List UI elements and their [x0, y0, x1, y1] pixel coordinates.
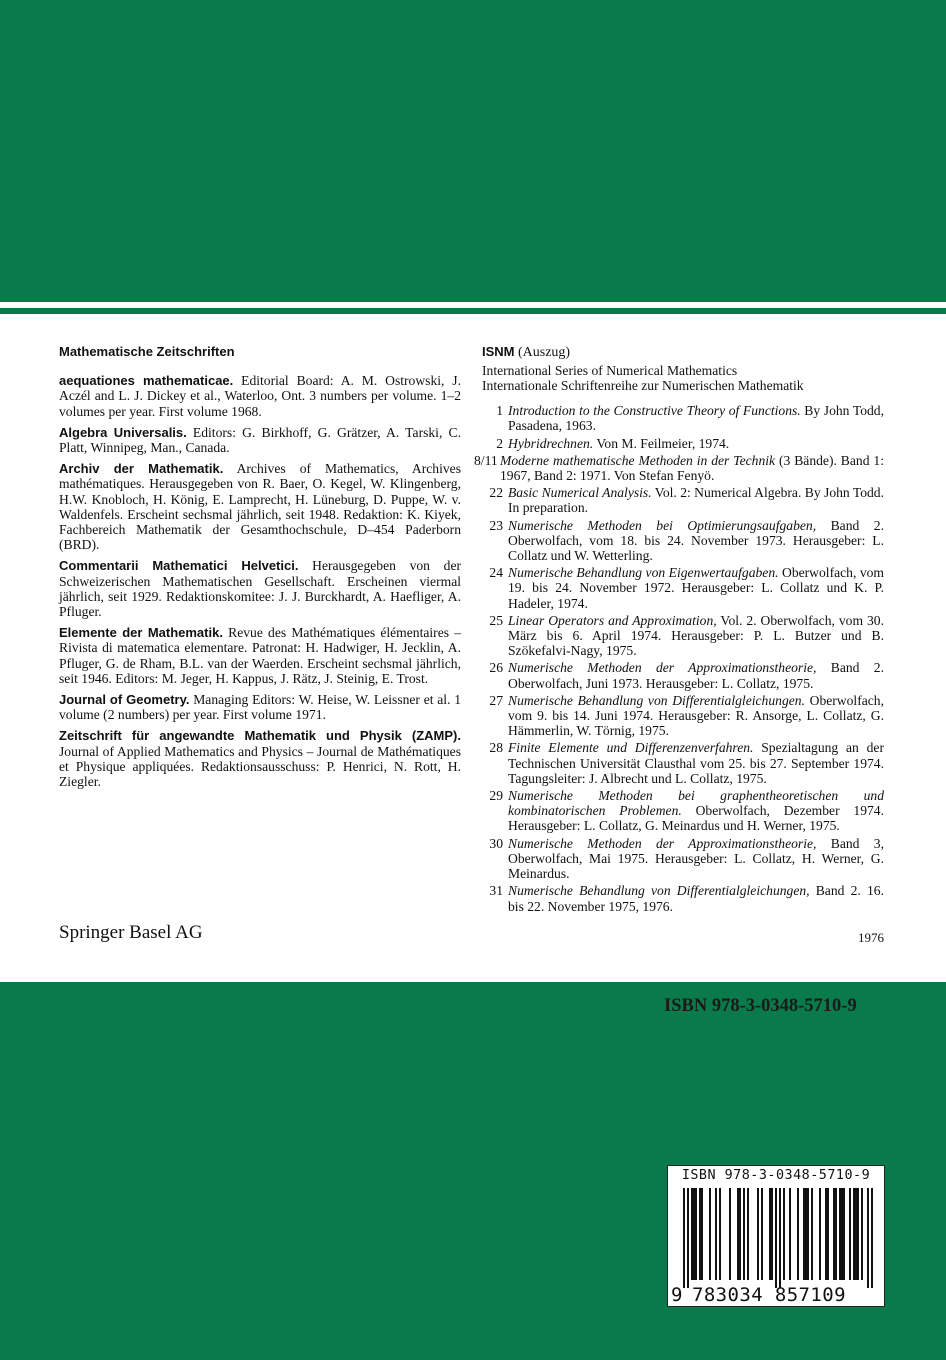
isnm-title-rest: (Auszug) — [514, 345, 571, 360]
barcode-bar — [811, 1188, 813, 1280]
journal-entry — [59, 692, 461, 722]
barcode-bars — [675, 1188, 879, 1288]
journal-description: Journal of Applied Mathematics and Physics – Journal de Mathématiques et Physique appliquées. Redaktionsausschuss: P. Henrici, N. Rott, H. Ziegler. — [59, 743, 461, 790]
barcode-bar — [757, 1188, 759, 1280]
volume-number: 31 — [489, 883, 503, 899]
volume-body — [508, 403, 884, 433]
volume-details: Band 2. Oberwolfach, vom 18. bis 24. November 1973. Herausgeber: L. Collatz und W. Wetterling. — [508, 517, 884, 564]
barcode-bar — [853, 1188, 855, 1280]
volume-details: Spezialtagung an der Technischen Universität Clausthal vom 25. bis 27. September 1974. Tagungsleiter: J. Albrecht und L. Collatz, 1975. — [508, 740, 884, 786]
barcode-bar — [739, 1188, 741, 1280]
journals-heading: Mathematische Zeitschriften — [59, 344, 235, 359]
volume-body — [508, 485, 884, 515]
volume-body — [508, 436, 884, 451]
volume-entry — [474, 452, 884, 484]
journal-description: Archives of Mathematics, Archives mathématiques. Herausgegeben von R. Baer, O. Kegel, W. Klingenberg, H.W. Knobloch, H. König, E. Lamprecht, H. Lüneburg, D. Puppe, W. v. Waldenfels. Erscheint sechsmal jährlich, seit 1948. Redaktion: K. Kiyek, Fachbereich Mathematik der Gesamthochschule, D–454 Paderborn (BRD). — [59, 461, 462, 553]
volume-body — [508, 518, 884, 564]
barcode-bar — [693, 1188, 695, 1280]
barcode-bar — [709, 1188, 711, 1280]
journal-entry — [59, 625, 461, 686]
volume-number: 26 — [489, 660, 503, 676]
journal-name: Algebra Universalis. — [59, 424, 187, 440]
journal-description: Editorial Board: A. M. Ostrowski, J. Aczél and L. J. Dickey et al., Waterloo, Ont. 3 numbers per volume. 1–2 volumes per year. First volume 1968. — [59, 373, 461, 419]
barcode-bar — [687, 1188, 689, 1288]
volume-title: Basic Numerical Analysis. — [508, 485, 652, 501]
barcode-bar — [729, 1188, 731, 1280]
barcode-bar — [761, 1188, 763, 1280]
journal-entry — [59, 558, 461, 619]
volume-title: Numerische Behandlung von Eigenwertaufgaben. — [508, 565, 779, 581]
barcode-first-digit: 9 — [671, 1284, 683, 1306]
barcode-bar — [825, 1188, 827, 1280]
barcode-bar — [779, 1188, 781, 1288]
journal-description: Revue des Mathématiques élémentaires – Rivista di matematica elementare. Patronat: H. Hadwiger, H. Jecklin, A. Pfluger, G. de Rham, B.L. van der Waerden. Erscheint sechsmal jährlich, seit 1946. Editors: M. Jeger, H. Kappus, J. Rätz, J. Steinig, E. Trost. — [59, 625, 461, 686]
journal-entry — [59, 373, 461, 419]
volume-details: By John Todd, Pasadena, 1963. — [508, 403, 884, 434]
barcode-bar — [849, 1188, 851, 1280]
volume-number: 24 — [489, 565, 503, 581]
volume-entry — [482, 788, 884, 834]
barcode-bar — [841, 1188, 843, 1280]
barcode-bar — [747, 1188, 749, 1280]
journal-entry — [59, 728, 461, 789]
volume-number: 25 — [489, 612, 503, 628]
journal-name: Elemente der Mathematik. — [59, 625, 223, 641]
barcode-bar — [719, 1188, 721, 1280]
back-cover-panel — [0, 314, 946, 982]
journal-name: Commentarii Mathematici Helvetici. — [59, 558, 299, 574]
volume-number: 28 — [489, 740, 503, 756]
barcode-bar — [683, 1188, 685, 1288]
journal-description: Herausgegeben von der Schweizerischen Mathematischen Gesellschaft. Erscheinen viermal jährlich, seit 1929. Redaktionskomitee: J. J. Burckhardt, A. Haefliger, A. Pfluger. — [59, 558, 461, 620]
barcode-bar — [857, 1188, 859, 1280]
barcode-bar — [861, 1188, 863, 1280]
barcode-bar — [827, 1188, 829, 1280]
isnm-subtitle — [482, 364, 884, 393]
volume-number: 29 — [489, 788, 503, 804]
volume-title: Introduction to the Constructive Theory of Functions. — [508, 403, 801, 419]
volume-body — [508, 613, 884, 659]
journal-name: Zeitschrift für angewandte Mathematik und Physik (ZAMP). — [59, 728, 461, 744]
volume-list — [474, 403, 885, 914]
volume-details: Oberwolfach, vom 9. bis 14. Juni 1974. Herausgeber: R. Ansorge, L. Collatz, G. Hämmerlin, W. Törnig, 1975. — [508, 692, 884, 739]
journal-name: aequationes mathematicae. — [59, 373, 234, 389]
volume-title: Numerische Methoden der Approximationstheorie, — [508, 835, 817, 851]
volume-title: Linear Operators and Approximation, — [508, 612, 717, 628]
barcode-bar — [839, 1188, 841, 1280]
volume-title: Numerische Behandlung von Differentialgleichungen. — [508, 692, 805, 708]
volume-entry — [482, 836, 884, 882]
white-rule — [0, 302, 946, 308]
volume-entry — [482, 485, 884, 515]
volume-title: Numerische Methoden bei graphentheoretischen und kombinatorischen Problemen. — [508, 788, 884, 819]
volume-entry — [482, 660, 884, 690]
barcode-bar — [691, 1188, 693, 1280]
barcode-bar — [775, 1188, 777, 1288]
publication-year: 1976 — [858, 930, 884, 945]
volume-details: Vol. 2. Oberwolfach, vom 30. März bis 6. April 1974. Herausgeber: P. L. Butzer und B. Szökefalvi-Nagy, 1975. — [508, 612, 884, 659]
barcode-bar — [769, 1188, 771, 1280]
barcode-bar — [807, 1188, 809, 1280]
isnm-subtitle-en: International Series of Numerical Mathematics — [482, 363, 738, 379]
barcode-bar — [737, 1188, 739, 1280]
volume-details: Band 2. Oberwolfach, Juni 1973. Herausgeber: L. Collatz, 1975. — [508, 660, 885, 691]
barcode-bar — [771, 1188, 773, 1280]
isnm-subtitle-de: Internationale Schriftenreihe zur Numerischen Mathematik — [482, 377, 804, 393]
isnm-column — [474, 344, 885, 916]
volume-number: 30 — [489, 835, 503, 851]
volume-entry — [482, 693, 884, 739]
journal-entry — [59, 461, 461, 552]
barcode-bar — [843, 1188, 845, 1280]
barcode-bar — [695, 1188, 697, 1280]
volume-title: Numerische Behandlung von Differentialgleichungen, — [508, 883, 810, 899]
barcode-bar — [867, 1188, 869, 1288]
volume-number: 23 — [489, 517, 503, 533]
volume-details: Band 2. 16. bis 22. November 1975, 1976. — [508, 883, 884, 914]
journal-name: Journal of Geometry. — [59, 692, 190, 708]
barcode-digit-groups: 783034 857109 — [692, 1284, 846, 1306]
barcode-isbn-text: ISBN 978-3-0348-5710-9 — [681, 1168, 871, 1183]
volume-entry — [482, 565, 884, 611]
journals-column — [59, 344, 461, 795]
journal-list — [59, 373, 461, 789]
volume-number: 2 — [496, 435, 503, 451]
barcode — [667, 1165, 885, 1307]
volume-title: Moderne mathematische Methoden in der Technik — [500, 452, 776, 468]
publisher-name: Springer Basel AG — [59, 922, 203, 943]
volume-entry — [482, 883, 884, 913]
journal-description: Managing Editors: W. Heise, W. Leissner et al. 1 volume (2 numbers) per year. First volume 1971. — [59, 692, 462, 723]
volume-entry — [482, 740, 884, 786]
volume-entry — [482, 518, 884, 564]
barcode-bar — [803, 1188, 805, 1280]
volume-details: Vol. 2: Numerical Algebra. By John Todd. In preparation. — [508, 485, 885, 516]
volume-details: Oberwolfach, Dezember 1974. Herausgeber: L. Collatz, G. Meinardus und H. Werner, 1975. — [508, 803, 884, 834]
isbn-label: ISBN 978-3-0348-5710-9 — [664, 996, 857, 1016]
volume-title: Numerische Methoden bei Optimierungsaufgaben, — [508, 517, 817, 533]
volume-title: Hybridrechnen. — [508, 435, 594, 451]
barcode-bar — [835, 1188, 837, 1280]
barcode-bar — [805, 1188, 807, 1280]
isnm-title — [482, 344, 884, 360]
volume-details: Band 3, Oberwolfach, Mai 1975. Herausgeber: L. Collatz, H. Werner, G. Meinardus. — [508, 835, 885, 882]
volume-details: Oberwolfach, vom 19. bis 24. November 1972. Herausgeber: L. Collatz und K. P. Hadeler, 1974. — [508, 565, 884, 611]
barcode-bar — [715, 1188, 717, 1280]
volume-title: Numerische Methoden der Approximationstheorie, — [508, 660, 817, 676]
volume-entry — [482, 436, 884, 451]
barcode-bar — [855, 1188, 857, 1280]
cover-top-band — [0, 0, 946, 302]
barcode-bar — [797, 1188, 799, 1280]
volume-number: 1 — [496, 403, 503, 419]
volume-body — [508, 883, 884, 913]
volume-body — [500, 453, 884, 483]
barcode-bar — [789, 1188, 791, 1280]
barcode-bar — [743, 1188, 745, 1280]
volume-body — [508, 565, 884, 611]
volume-details: (3 Bände). Band 1: 1967, Band 2: 1971. Von Stefan Fenyö. — [500, 452, 884, 484]
barcode-bar — [701, 1188, 703, 1280]
volume-entry — [482, 613, 884, 659]
journal-entry — [59, 425, 461, 455]
volume-body — [508, 740, 884, 786]
volume-number: 22 — [489, 485, 503, 501]
volume-body — [508, 788, 884, 834]
volume-number: 27 — [489, 692, 503, 708]
barcode-bar — [819, 1188, 821, 1280]
volume-body — [508, 660, 884, 690]
barcode-bar — [833, 1188, 835, 1280]
barcode-bar — [783, 1188, 785, 1280]
barcode-bar — [871, 1188, 873, 1288]
isnm-title-bold: ISNM — [482, 344, 515, 359]
volume-entry — [482, 403, 884, 433]
journal-description: Editors: G. Birkhoff, G. Grätzer, A. Tarski, C. Platt, Winnipeg, Man., Canada. — [59, 424, 461, 456]
volume-body — [508, 693, 884, 739]
barcode-bar — [699, 1188, 701, 1280]
volume-title: Finite Elemente und Differenzenverfahren. — [508, 740, 754, 756]
volume-details: Von M. Feilmeier, 1974. — [593, 435, 730, 451]
journal-name: Archiv der Mathematik. — [59, 461, 224, 477]
volume-number: 8/11 — [474, 452, 498, 468]
volume-body — [508, 836, 884, 882]
